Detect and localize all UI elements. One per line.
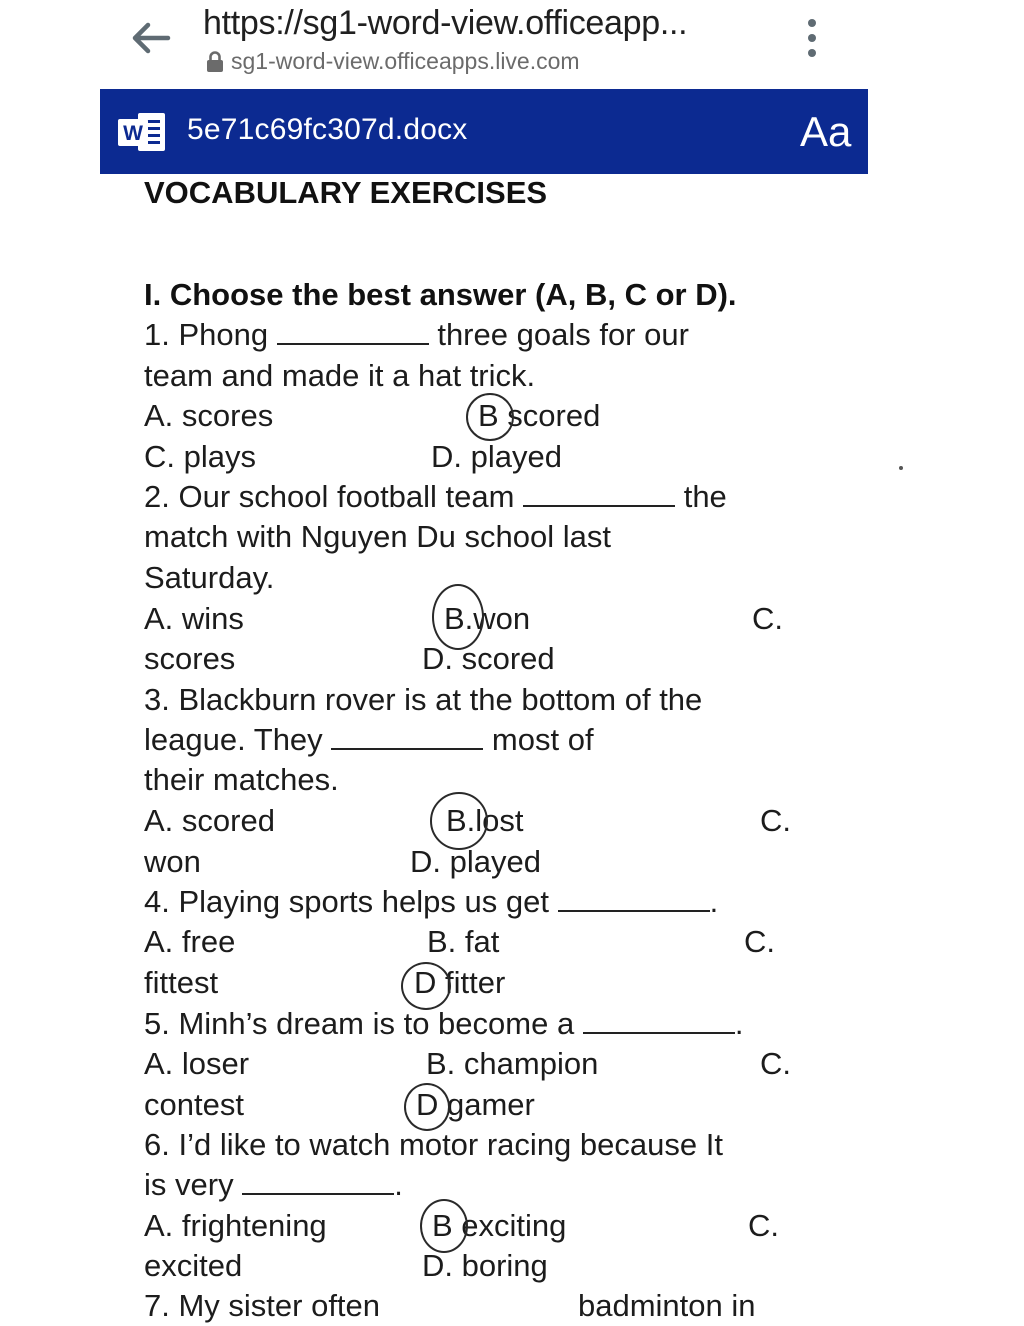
back-arrow-icon xyxy=(128,18,172,58)
question-7-line-1-start: 7. My sister often xyxy=(144,1288,381,1323)
document-filename: 5e71c69fc307d.docx xyxy=(187,113,468,146)
answer-circle-mark xyxy=(401,962,451,1010)
option-a: A. wins xyxy=(144,601,244,636)
option-b-selected: B exciting xyxy=(432,1208,567,1243)
stray-dot xyxy=(899,466,903,470)
option-b-selected: B scored xyxy=(478,398,601,433)
answer-blank xyxy=(583,1031,735,1034)
question-1-line-2: team and made it a hat trick. xyxy=(144,358,536,393)
answer-blank xyxy=(277,342,429,345)
option-c-letter: C. xyxy=(752,601,783,636)
question-3-line-1: 3. Blackburn rover is at the bottom of the xyxy=(144,682,703,717)
text-size-button[interactable]: Aa xyxy=(800,108,852,155)
menu-button[interactable] xyxy=(800,16,824,60)
back-button[interactable] xyxy=(128,18,172,58)
option-d-selected: D fitter xyxy=(414,965,506,1000)
option-d: D. played xyxy=(410,844,541,879)
question-7-line-1-end: badminton in xyxy=(578,1288,756,1323)
word-header-bar xyxy=(100,89,868,174)
option-c-word: scores xyxy=(144,641,236,676)
option-c-letter: C. xyxy=(760,803,791,838)
word-logo-icon xyxy=(118,110,168,154)
option-c-letter: C. xyxy=(748,1208,779,1243)
answer-circle-mark xyxy=(420,1199,468,1253)
url-title[interactable]: https://sg1-word-view.officeapp... xyxy=(203,4,688,42)
option-b: B. champion xyxy=(426,1046,599,1081)
option-a: A. frightening xyxy=(144,1208,327,1243)
option-d: D. boring xyxy=(422,1248,548,1283)
vertical-dots-icon xyxy=(800,16,824,60)
option-c-word: won xyxy=(144,844,201,879)
question-6-line-1: 6. I’d like to watch motor racing because It xyxy=(144,1127,723,1162)
answer-blank xyxy=(558,909,710,912)
answer-circle-mark xyxy=(404,1083,450,1131)
document-title: VOCABULARY EXERCISES xyxy=(144,175,548,210)
option-c-word: fittest xyxy=(144,965,219,1000)
option-c-letter: C. xyxy=(744,924,775,959)
option-b-selected: B.won xyxy=(444,601,531,636)
option-c-letter: C. xyxy=(760,1046,791,1081)
question-3-line-2: league. They most of xyxy=(144,722,594,757)
option-c: C. plays xyxy=(144,439,256,474)
question-1-line-1: 1. Phong three goals for our xyxy=(144,317,689,352)
answer-blank xyxy=(242,1192,394,1195)
url-domain-row[interactable] xyxy=(205,48,580,75)
option-a: A. loser xyxy=(144,1046,250,1081)
option-c-word: contest xyxy=(144,1087,244,1122)
lock-icon xyxy=(205,50,225,74)
option-a: A. scores xyxy=(144,398,274,433)
option-c-word: excited xyxy=(144,1248,243,1283)
option-d: D. played xyxy=(431,439,562,474)
question-2-line-3: Saturday. xyxy=(144,560,275,595)
answer-circle-mark xyxy=(466,393,514,441)
question-6-line-2: is very . xyxy=(144,1167,403,1202)
option-a: A. free xyxy=(144,924,236,959)
answer-blank xyxy=(523,504,675,507)
option-b: B. fat xyxy=(427,924,500,959)
option-a: A. scored xyxy=(144,803,275,838)
section-heading: I. Choose the best answer (A, B, C or D). xyxy=(144,277,737,312)
option-d-selected: D gamer xyxy=(416,1087,535,1122)
question-4-line-1: 4. Playing sports helps us get . xyxy=(144,884,719,919)
url-domain: sg1-word-view.officeapps.live.com xyxy=(231,48,580,74)
question-3-line-3: their matches. xyxy=(144,762,339,797)
question-2-line-2: match with Nguyen Du school last xyxy=(144,519,611,554)
option-b-selected: B.lost xyxy=(446,803,524,838)
svg-text:W: W xyxy=(123,122,143,145)
question-5-line-1: 5. Minh’s dream is to become a . xyxy=(144,1006,744,1041)
question-2-line-1: 2. Our school football team the xyxy=(144,479,727,514)
option-d: D. scored xyxy=(422,641,555,676)
answer-blank xyxy=(331,747,483,750)
